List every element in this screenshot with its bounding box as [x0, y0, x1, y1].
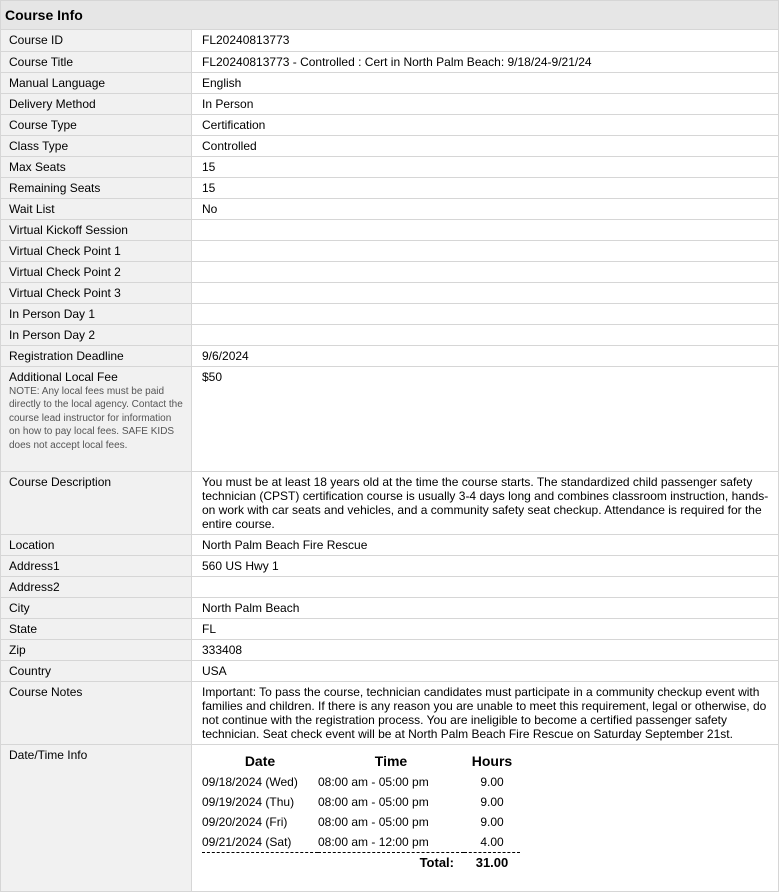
in-person-day2-value: [192, 324, 779, 345]
course-id-label: Course ID: [1, 30, 192, 51]
class-type-label: Class Type: [1, 135, 192, 156]
session-hours: 9.00: [480, 794, 504, 809]
virtual-cp3-label: Virtual Check Point 3: [1, 282, 192, 303]
row-course-title: [1, 51, 778, 72]
session-hours: 9.00: [480, 774, 504, 789]
state-label: State: [1, 618, 192, 639]
row-course-type: [1, 114, 778, 135]
course-title-label: Course Title: [1, 51, 192, 72]
row-max-seats: [1, 156, 778, 177]
virtual-cp3-value: [192, 282, 779, 303]
max-seats-label: Max Seats: [1, 156, 192, 177]
state-value: FL: [192, 618, 779, 639]
row-datetime: [1, 744, 778, 891]
session-date: 09/20/2024 (Fri): [202, 814, 288, 829]
row-location: [1, 534, 778, 555]
course-notes-label: Course Notes: [1, 681, 192, 744]
schedule-row: [202, 812, 520, 832]
address2-value: [192, 576, 779, 597]
session-date: 09/21/2024 (Sat): [202, 834, 292, 849]
class-type-value: Controlled: [192, 135, 779, 156]
schedule-row: [202, 792, 520, 812]
row-virtual-cp3: [1, 282, 778, 303]
row-virtual-kickoff: [1, 219, 778, 240]
course-description-label: Course Description: [1, 471, 192, 534]
registration-deadline-label: Registration Deadline: [1, 345, 192, 366]
zip-value: 333408: [192, 639, 779, 660]
row-course-description: [1, 471, 778, 534]
row-manual-language: [1, 72, 778, 93]
row-course-notes: [1, 681, 778, 744]
schedule-time-header: Time: [374, 752, 408, 769]
row-additional-fee: [1, 366, 778, 471]
row-zip: [1, 639, 778, 660]
row-delivery-method: [1, 93, 778, 114]
row-country: [1, 660, 778, 681]
total-value: 31.00: [464, 852, 520, 873]
address1-value: 560 US Hwy 1: [192, 555, 779, 576]
schedule-row: [202, 772, 520, 792]
session-time: 08:00 am - 05:00 pm: [318, 794, 429, 809]
course-id-value: FL20240813773: [192, 30, 779, 51]
row-virtual-cp1: [1, 240, 778, 261]
virtual-kickoff-value: [192, 219, 779, 240]
virtual-cp1-label: Virtual Check Point 1: [1, 240, 192, 261]
row-in-person-day2: [1, 324, 778, 345]
max-seats-value: 15: [192, 156, 779, 177]
location-value: North Palm Beach Fire Rescue: [192, 534, 779, 555]
city-label: City: [1, 597, 192, 618]
row-city: [1, 597, 778, 618]
address1-label: Address1: [1, 555, 192, 576]
session-time: 08:00 am - 05:00 pm: [318, 774, 429, 789]
wait-list-value: No: [192, 198, 779, 219]
session-time: 08:00 am - 05:00 pm: [318, 814, 429, 829]
row-course-id: [1, 30, 778, 51]
in-person-day1-label: In Person Day 1: [1, 303, 192, 324]
delivery-method-value: In Person: [192, 93, 779, 114]
schedule-header-row: [202, 752, 520, 772]
course-info-table: [1, 30, 778, 892]
country-value: USA: [192, 660, 779, 681]
additional-fee-note: NOTE: Any local fees must be paid directly to the local agency. Contact the course lead instructor for information on how to pay local fees. SAFE KIDS does not accept local fees.: [9, 385, 183, 451]
datetime-label: Date/Time Info: [1, 744, 192, 891]
address2-label: Address2: [1, 576, 192, 597]
additional-fee-value: $50: [192, 366, 779, 471]
course-type-value: Certification: [192, 114, 779, 135]
wait-list-label: Wait List: [1, 198, 192, 219]
session-date: 09/19/2024 (Thu): [202, 794, 295, 809]
registration-deadline-value: 9/6/2024: [192, 345, 779, 366]
session-date: 09/18/2024 (Wed): [202, 774, 298, 789]
virtual-cp2-label: Virtual Check Point 2: [1, 261, 192, 282]
manual-language-label: Manual Language: [1, 72, 192, 93]
city-value: North Palm Beach: [192, 597, 779, 618]
panel-title: Course Info: [1, 0, 778, 30]
virtual-kickoff-label: Virtual Kickoff Session: [1, 219, 192, 240]
course-title-value: FL20240813773 - Controlled : Cert in North Palm Beach: 9/18/24-9/21/24: [192, 51, 779, 72]
remaining-seats-label: Remaining Seats: [1, 177, 192, 198]
schedule-row: [202, 832, 520, 853]
zip-label: Zip: [1, 639, 192, 660]
remaining-seats-value: 15: [192, 177, 779, 198]
schedule-hours-header: Hours: [471, 752, 513, 769]
row-virtual-cp2: [1, 261, 778, 282]
additional-fee-label: Additional Local Fee: [9, 369, 118, 384]
session-time: 08:00 am - 12:00 pm: [318, 834, 429, 849]
in-person-day2-label: In Person Day 2: [1, 324, 192, 345]
datetime-cell: [192, 744, 779, 891]
additional-fee-cell: [1, 366, 192, 471]
session-hours: 4.00: [480, 834, 504, 849]
row-remaining-seats: [1, 177, 778, 198]
course-type-label: Course Type: [1, 114, 192, 135]
row-wait-list: [1, 198, 778, 219]
row-registration-deadline: [1, 345, 778, 366]
virtual-cp2-value: [192, 261, 779, 282]
row-address1: [1, 555, 778, 576]
country-label: Country: [1, 660, 192, 681]
manual-language-value: English: [192, 72, 779, 93]
total-label: Total:: [318, 852, 464, 873]
session-hours: 9.00: [480, 814, 504, 829]
row-class-type: [1, 135, 778, 156]
row-address2: [1, 576, 778, 597]
in-person-day1-value: [192, 303, 779, 324]
row-in-person-day1: [1, 303, 778, 324]
schedule-total-row: [202, 852, 520, 873]
schedule-table: [202, 752, 520, 873]
course-notes-value: Important: To pass the course, technician candidates must participate in a community checkup event with families and children. If there is any reason you are unable to meet this requirement, legal or otherwise, do not continue with the registration process. You are ineligible to become a certified passenger safety technician. Seat check event will be at North Palm Beach Fire Rescue on Saturday September 21st.: [192, 681, 779, 744]
delivery-method-label: Delivery Method: [1, 93, 192, 114]
row-state: [1, 618, 778, 639]
virtual-cp1-value: [192, 240, 779, 261]
location-label: Location: [1, 534, 192, 555]
schedule-date-header: Date: [244, 752, 276, 769]
course-description-value: You must be at least 18 years old at the time the course starts. The standardized child passenger safety technician (CPST) certification course is usually 3-4 days long and combines classroom instruction, hands-on work with car seats and vehicles, and a community safety seat checkup. Attendance is required for the entire course.: [192, 471, 779, 534]
